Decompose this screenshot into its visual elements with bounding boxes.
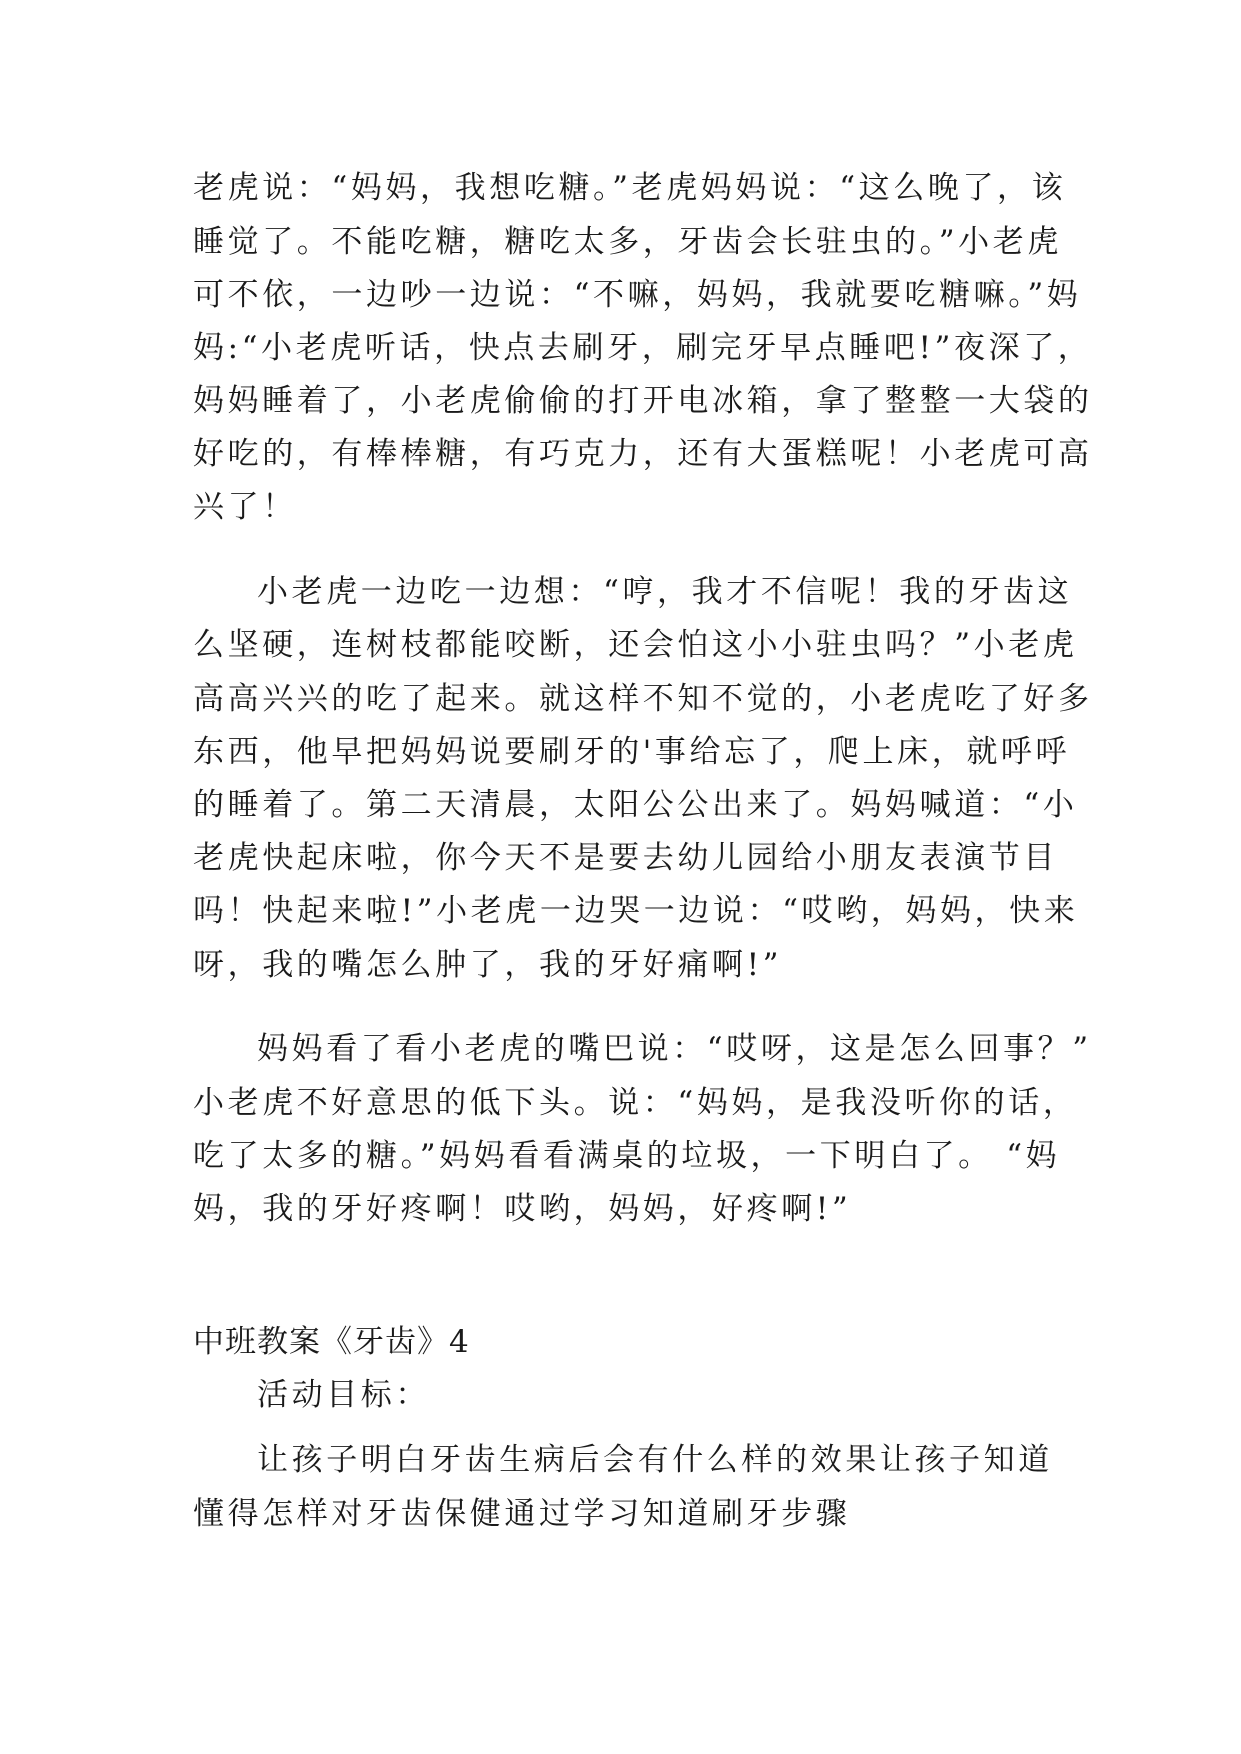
- text-line: 呀，我的嘴怎么肿了，我的牙好痛啊!”: [193, 947, 783, 983]
- text-line: 妈，我的牙好疼啊！哎哟，妈妈，好疼啊!”: [193, 1191, 852, 1227]
- text-line: 睡觉了。不能吃糖，糖吃太多，牙齿会长驻虫的。”小老虎: [193, 224, 1062, 260]
- text-line: 妈:“小老虎听话，快点去刷牙，刷完牙早点睡吧!”夜深了，: [193, 330, 1093, 366]
- text-line: 懂得怎样对牙齿保健通过学习知道刷牙步骤: [193, 1496, 851, 1532]
- text-line: 可不依，一边吵一边说：“不嘛，妈妈，我就要吃糖嘛。”妈: [193, 277, 1082, 313]
- text-line: 妈妈睡着了，小老虎偷偷的打开电冰箱，拿了整整一大袋的: [193, 383, 1093, 419]
- text-line: 吗！快起来啦!”小老虎一边哭一边说：“哎哟，妈妈，快来: [193, 893, 1079, 929]
- text-line: 老虎说：“妈妈，我想吃糖。”老虎妈妈说：“这么晚了，该: [193, 170, 1067, 206]
- section-title: 中班教案《牙齿》4: [193, 1324, 470, 1360]
- text-line: 东西，他早把妈妈说要刷牙的'事给忘了，爬上床，就呼呼: [193, 734, 1071, 770]
- text-line: 妈妈看了看小老虎的嘴巴说：“哎呀，这是怎么回事？”: [257, 1031, 1092, 1067]
- text-line: 小老虎一边吃一边想：“哼，我才不信呢！我的牙齿这: [257, 574, 1073, 610]
- text-line: 高高兴兴的吃了起来。就这样不知不觉的，小老虎吃了好多: [193, 681, 1093, 717]
- text-line: 好吃的，有棒棒糖，有巧克力，还有大蛋糕呢！小老虎可高: [193, 436, 1093, 472]
- text-line: 老虎快起床啦，你今天不是要去幼儿园给小朋友表演节目: [193, 840, 1058, 876]
- text-line: 让孩子明白牙齿生病后会有什么样的效果让孩子知道: [257, 1442, 1053, 1478]
- text-line: 兴了！: [193, 489, 297, 525]
- text-line: 吃了太多的糖。”妈妈看看满桌的垃圾，一下明白了。 “妈: [193, 1138, 1061, 1174]
- text-line: 的睡着了。第二天清晨，太阳公公出来了。妈妈喊道：“小: [193, 787, 1078, 823]
- text-line: 小老虎不好意思的低下头。说：“妈妈，是我没听你的话，: [193, 1085, 1078, 1121]
- activity-goals-label: 活动目标：: [257, 1377, 430, 1413]
- text-line: 么坚硬，连树枝都能咬断，还会怕这小小驻虫吗？”小老虎: [193, 627, 1078, 663]
